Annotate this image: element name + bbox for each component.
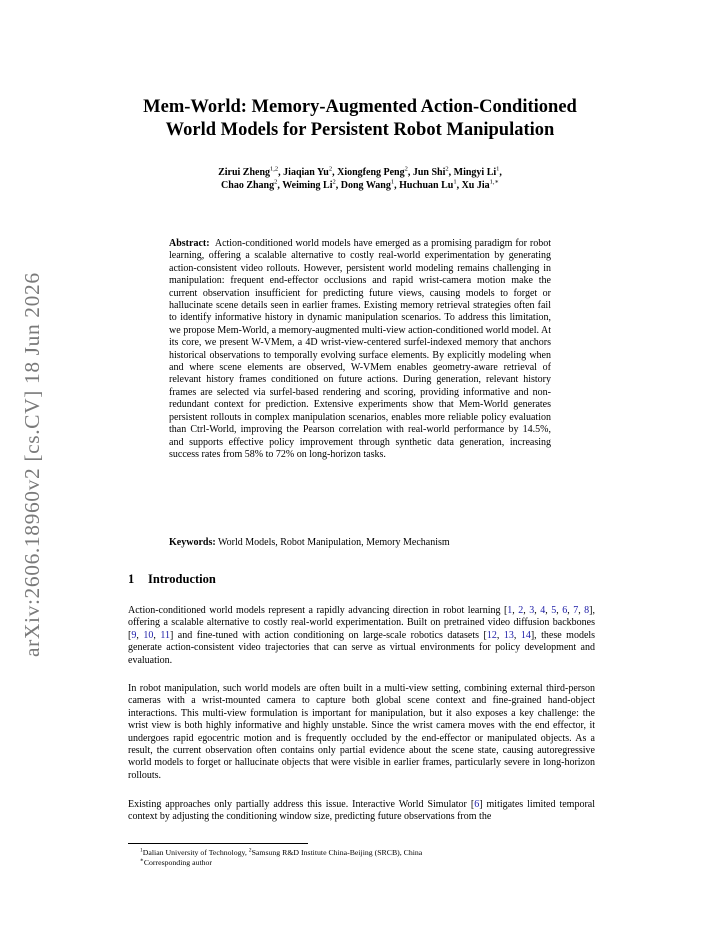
paragraph-text: ], these models generate action-consistent video trajectories that can serve as virtual environments for policy development and evaluation. — [128, 629, 596, 666]
citation-link[interactable]: 7 — [573, 605, 579, 616]
citation-link[interactable]: 6 — [562, 605, 568, 616]
author-affiliation: 2 — [274, 178, 278, 186]
footnote-mark: 2 — [248, 847, 252, 854]
paragraph-text: , — [556, 605, 563, 616]
section-heading-introduction — [128, 572, 216, 587]
author-list — [120, 166, 600, 192]
footnote-corresponding — [140, 858, 600, 868]
intro-paragraph-3 — [128, 799, 595, 824]
author-name: Dong Wang — [340, 180, 391, 191]
section-number: 1 — [128, 572, 135, 586]
author-affiliation: 1 — [453, 178, 457, 186]
paragraph-text: ] and fine-tuned with action conditioning on large-scale robotics datasets [ — [169, 629, 487, 641]
author-affiliation: 2 — [404, 165, 408, 173]
paragraph-text: , — [136, 629, 144, 641]
citation-link[interactable]: 1 — [507, 605, 513, 616]
intro-paragraph-1 — [128, 605, 595, 667]
paragraph-text: , — [578, 605, 585, 616]
citation-link[interactable]: 4 — [540, 605, 546, 616]
abstract-label: Abstract: — [169, 238, 210, 249]
citation-link[interactable]: 3 — [529, 605, 535, 616]
paragraph-text: Existing approaches only partially address this issue. Interactive World Simulator [ — [128, 799, 475, 810]
footnote-rule — [128, 843, 308, 844]
paragraph-text: ], offering a scalable alternative to costly real-world experimentation. Built on pretrained video diffusion backbones [ — [128, 605, 596, 641]
footnote-affiliation-1: Dalian University of Technology, — [142, 848, 249, 857]
footnote-affiliation-2: Samsung R&D Institute China-Beijing (SRCB), China — [251, 848, 423, 857]
abstract-text: Action-conditioned world models have emerged as a promising paradigm for robot learning, offering a scalable alternative to costly real-world experimentation by generating action-consistent video rollouts. However, persistent world modeling remains challenging in manipulation: frequent end-effector occlusions and rapid wrist-camera motion make the current observation insufficient for predicting future views, causing models to forget or hallucinate scene details seen in earlier frames. Existing memory retrieval strategies often fail to identify informative history in dynamic manipulation scenarios. To address this limitation, we propose Mem-World, a memory-augmented multi-view action-conditioned world model. At its core, we present W-VMem, a 4D wrist-view-centered surfel-indexed memory that anchors historical observations to temporally evolving surface elements. By explicitly modeling when and where scene elements are observed, W-VMem enables geometry-aware retrieval of relevant history frames conditioned on future actions. During generation, relevant history frames are selected via surfel-based rendering and scoring, providing informative and non-redundant context for prediction. Extensive experiments show that Mem-World generates persistent rollouts in complex manipulation scenarios, enables more reliable policy evaluation than Ctrl-World, improving the Pearson correlation with real-world performance by 14.5%, and supports effective policy improvement through synthetic data generation, increasing success rates from 58% to 72% on long-horizon tasks. — [169, 238, 552, 460]
paragraph-text: , — [496, 629, 504, 641]
paragraph-text: , — [512, 605, 519, 616]
title-line-2: World Models for Persistent Robot Manipulation — [165, 120, 555, 140]
paragraph-text: , — [513, 629, 521, 641]
paragraph-text: , — [567, 605, 574, 616]
author-name: Jiaqian Yu — [283, 167, 329, 178]
title-line-1: Mem-World: Memory-Augmented Action-Conditioned — [143, 97, 577, 117]
citation-link[interactable]: 5 — [551, 605, 557, 616]
paragraph-text: ] mitigates limited temporal context by adjusting the conditioning window size, predicting future observations from the — [128, 799, 595, 823]
footnote-corresponding-text: Corresponding author — [143, 858, 213, 867]
author-line-2: Chao Zhang$^2$, Weiming Li$^2$, Dong Wang$^1$, Huchuan Lu$^1$, Xu Jia$^{1,∗}$ — [221, 178, 499, 191]
author-name: Mingyi Li — [453, 167, 497, 178]
author-name: Chao Zhang — [221, 180, 275, 191]
footnote-mark: 1 — [140, 847, 143, 854]
author-affiliation: 1 — [390, 178, 395, 186]
citation-link[interactable]: 13 — [503, 629, 514, 641]
citation-link[interactable]: 10 — [143, 629, 154, 641]
paragraph-text: , — [534, 605, 541, 616]
citation-link[interactable]: 12 — [486, 629, 497, 641]
author-name: Weiming Li — [282, 180, 333, 191]
author-affiliation: 2 — [328, 165, 333, 173]
citation-link[interactable]: 11 — [160, 629, 170, 641]
author-name: Xu Jia — [461, 180, 490, 191]
citation-link[interactable]: 6 — [474, 799, 480, 810]
citation-link[interactable]: 9 — [131, 629, 137, 641]
citation-link[interactable]: 8 — [584, 605, 590, 616]
paragraph-text: , — [545, 605, 552, 616]
citation-link[interactable]: 2 — [518, 605, 524, 616]
footnote-affiliations — [140, 848, 600, 858]
keywords — [169, 537, 551, 549]
intro-paragraph-2 — [128, 683, 595, 782]
footnote-mark: ∗ — [140, 857, 144, 864]
author-affiliation: 1 — [496, 165, 500, 173]
author-affiliation: 1,∗ — [489, 178, 499, 186]
paragraph-text: Action-conditioned world models represent a rapidly advancing direction in robot learning [ — [128, 605, 508, 616]
paragraph-text: In robot manipulation, such world models are often built in a multi-view setting, combining external third-person cameras with a wrist-mounted camera to capture both global scene context and fine-grained hand-object interactions. This multi-view formulation is important for manipulation, but it also exposes a key challenge: the wrist view is both highly informative and highly unstable. Since the wrist camera moves with the end effector, it undergoes rapid egocentric motion and is frequently occluded by the end-effector or manipulated objects. As a result, the current observation often contains only partial evidence about the scene state, causing autoregressive world models to forget or hallucinate objects that were visible in earlier frames, particularly severe in long-horizon rollouts. — [128, 683, 595, 781]
citation-link[interactable]: 14 — [520, 629, 531, 641]
author-line-1: Zirui Zheng$^{1,2}$, Jiaqian Yu$^2$, Xiongfeng Peng$^2$, Jun Shi$^2$, Mingyi Li$^1$, — [218, 165, 502, 178]
paragraph-text: , — [523, 605, 530, 616]
keywords-text: World Models, Robot Manipulation, Memory Mechanism — [218, 537, 450, 548]
arxiv-identifier: arXiv:2606.18960v2 [cs.CV] 18 Jun 2026 — [20, 272, 44, 658]
author-name: Xiongfeng Peng — [337, 167, 405, 178]
abstract — [169, 238, 551, 461]
keywords-label: Keywords: — [169, 537, 216, 548]
paragraph-text: , — [153, 629, 161, 641]
paper-title — [110, 96, 610, 142]
footnotes — [140, 848, 600, 868]
author-affiliation: 1,2 — [270, 165, 279, 173]
author-name: Jun Shi — [412, 167, 446, 178]
section-title: Introduction — [148, 572, 216, 586]
author-name: Zirui Zheng — [218, 167, 271, 178]
author-affiliation: 2 — [445, 165, 449, 173]
author-name: Huchuan Lu — [399, 180, 454, 191]
author-affiliation: 2 — [332, 178, 336, 186]
